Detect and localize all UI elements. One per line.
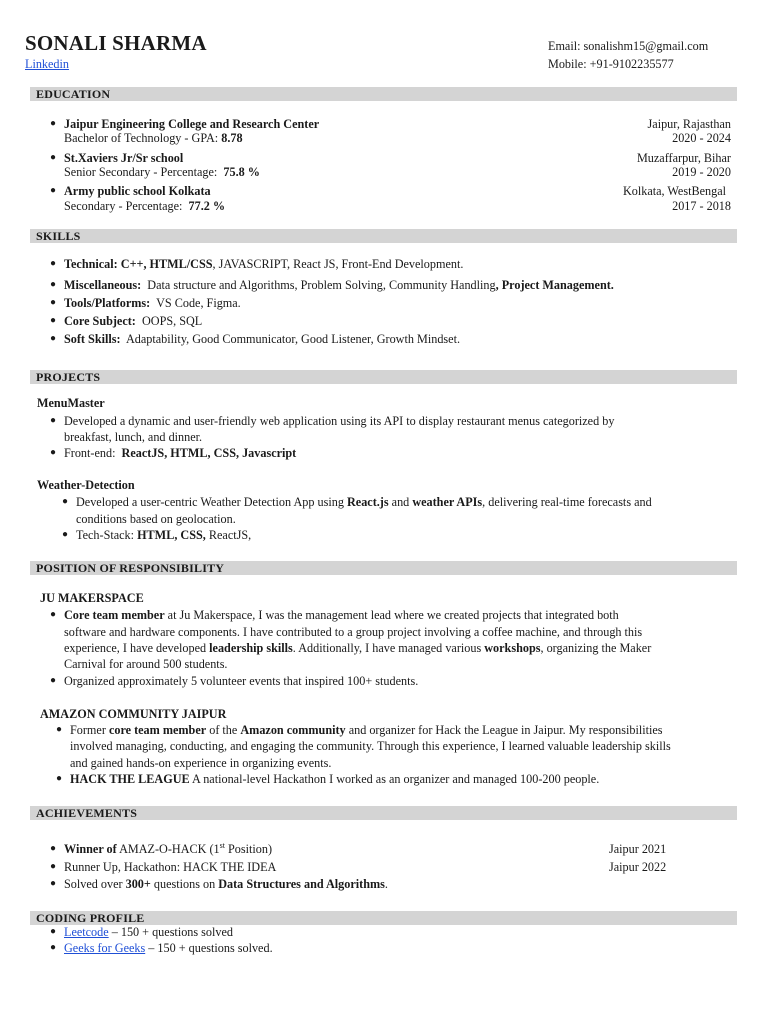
education-location: Kolkata, WestBengal: [622, 184, 726, 198]
project-description: Developed a user-centric Weather Detection App using React.js and weather APIs, delivering real-time forecasts and: [76, 495, 652, 509]
bullet-icon: ●: [50, 258, 57, 269]
project-description-cont: breakfast, lunch, and dinner.: [64, 430, 203, 444]
education-detail: Bachelor of Technology - GPA: 8.78: [64, 131, 243, 145]
education-years: 2020 - 2024: [672, 131, 731, 145]
section-skills: SKILLS: [30, 229, 737, 243]
email-label: Email:: [548, 39, 581, 53]
bullet-icon: ●: [50, 415, 57, 426]
education-years: 2019 - 2020: [672, 165, 731, 179]
education-location: Jaipur, Rajasthan: [647, 117, 731, 131]
education-detail: Senior Secondary - Percentage: 75.8 %: [64, 165, 260, 179]
project-title: MenuMaster: [37, 396, 105, 410]
position-description-cont: experience, I have developed leadership skills. Additionally, I have managed various workshops, organizing the Maker: [64, 641, 652, 655]
bullet-icon: ●: [56, 773, 63, 784]
section-position: POSITION OF RESPONSIBILITY: [30, 561, 737, 575]
achievement-item: Winner of AMAZ-O-HACK (1st Position): [64, 840, 273, 856]
position-description: Organized approximately 5 volunteer events that inspired 100+ students.: [64, 674, 419, 688]
coding-profile-item: Leetcode – 150 + questions solved: [64, 925, 234, 939]
bullet-icon: ●: [50, 861, 57, 872]
email-line: [548, 38, 708, 54]
bullet-icon: ●: [50, 942, 57, 953]
section-education: EDUCATION: [30, 87, 737, 101]
education-years: 2017 - 2018: [672, 199, 731, 213]
achievement-item: Runner Up, Hackathon: HACK THE IDEA: [64, 860, 277, 874]
education-location: Muzaffarpur, Bihar: [636, 151, 731, 165]
education-school: Army public school Kolkata: [64, 184, 211, 198]
project-tech: Front-end: ReactJS, HTML, CSS, Javascript: [64, 446, 297, 460]
email-value: sonalishm15@gmail.com: [583, 39, 709, 53]
bullet-icon: ●: [50, 609, 57, 620]
section-achievements: ACHIEVEMENTS: [30, 806, 737, 820]
linkedin-link[interactable]: Linkedin: [25, 57, 70, 71]
bullet-icon: ●: [50, 675, 57, 686]
bullet-icon: ●: [50, 152, 57, 163]
position-title: JU MAKERSPACE: [40, 591, 144, 605]
mobile-value: +91-9102235577: [589, 57, 674, 71]
education-detail: Secondary - Percentage: 77.2 %: [64, 199, 226, 213]
position-description: Core team member at Ju Makerspace, I was the management lead where we created projects that integrated both: [64, 608, 619, 622]
position-description: HACK THE LEAGUE A national-level Hackathon I worked as an organizer and managed 100-200 people.: [70, 772, 600, 786]
bullet-icon: ●: [50, 843, 57, 854]
bullet-icon: ●: [62, 529, 69, 540]
position-description-cont: Carnival for around 500 students.: [64, 657, 228, 671]
project-tech: Tech-Stack: HTML, CSS, ReactJS,: [76, 528, 252, 542]
section-projects: PROJECTS: [30, 370, 737, 384]
skill-technical: Technical: C++, HTML/CSS, JAVASCRIPT, React JS, Front-End Development.: [64, 257, 464, 271]
bullet-icon: ●: [50, 279, 57, 290]
bullet-icon: ●: [50, 333, 57, 344]
bullet-icon: ●: [50, 297, 57, 308]
position-title: AMAZON COMMUNITY JAIPUR: [40, 707, 227, 721]
position-description-cont: involved managing, conducting, and engaging the community. Through this experience, I learned valuable leadership skills: [70, 739, 671, 753]
bullet-icon: ●: [50, 878, 57, 889]
mobile-label: Mobile:: [548, 57, 587, 71]
position-description-cont: and gained hands-on experience in organizing events.: [70, 756, 332, 770]
candidate-name: SONALI SHARMA: [25, 31, 207, 55]
section-coding-profile: CODING PROFILE: [30, 911, 737, 925]
position-description: Former core team member of the Amazon community and organizer for Hack the League in Jaipur. My responsibilities: [70, 723, 663, 737]
skill-soft: Soft Skills: Adaptability, Good Communicator, Good Listener, Growth Mindset.: [64, 332, 461, 346]
achievement-place: Jaipur 2021: [609, 842, 667, 856]
mobile-line: [548, 56, 674, 72]
project-title: Weather-Detection: [37, 478, 135, 492]
position-description-cont: software and hardware components. I have contributed to a group project involving a coffee machine, and through this: [64, 625, 643, 639]
education-school: St.Xaviers Jr/Sr school: [64, 151, 184, 165]
bullet-icon: ●: [50, 185, 57, 196]
leetcode-link[interactable]: Leetcode: [64, 925, 109, 939]
bullet-icon: ●: [50, 926, 57, 937]
geeksforgeeks-link[interactable]: Geeks for Geeks: [64, 941, 146, 955]
skill-tools: Tools/Platforms: VS Code, Figma.: [64, 296, 241, 310]
achievement-item: Solved over 300+ questions on Data Structures and Algorithms.: [64, 877, 388, 891]
skill-core: Core Subject: OOPS, SQL: [64, 314, 203, 328]
bullet-icon: ●: [62, 496, 69, 507]
education-school: Jaipur Engineering College and Research Center: [64, 117, 320, 131]
bullet-icon: ●: [50, 118, 57, 129]
project-description: Developed a dynamic and user-friendly web application using its API to display restaurant menus categorized by: [64, 414, 615, 428]
coding-profile-item: Geeks for Geeks – 150 + questions solved.: [64, 941, 273, 955]
bullet-icon: ●: [50, 447, 57, 458]
project-description-cont: conditions based on geolocation.: [76, 512, 236, 526]
achievement-place: Jaipur 2022: [609, 860, 667, 874]
bullet-icon: ●: [50, 315, 57, 326]
bullet-icon: ●: [56, 724, 63, 735]
skill-miscellaneous: Miscellaneous: Data structure and Algorithms, Problem Solving, Community Handling, Project Management.: [64, 278, 614, 292]
